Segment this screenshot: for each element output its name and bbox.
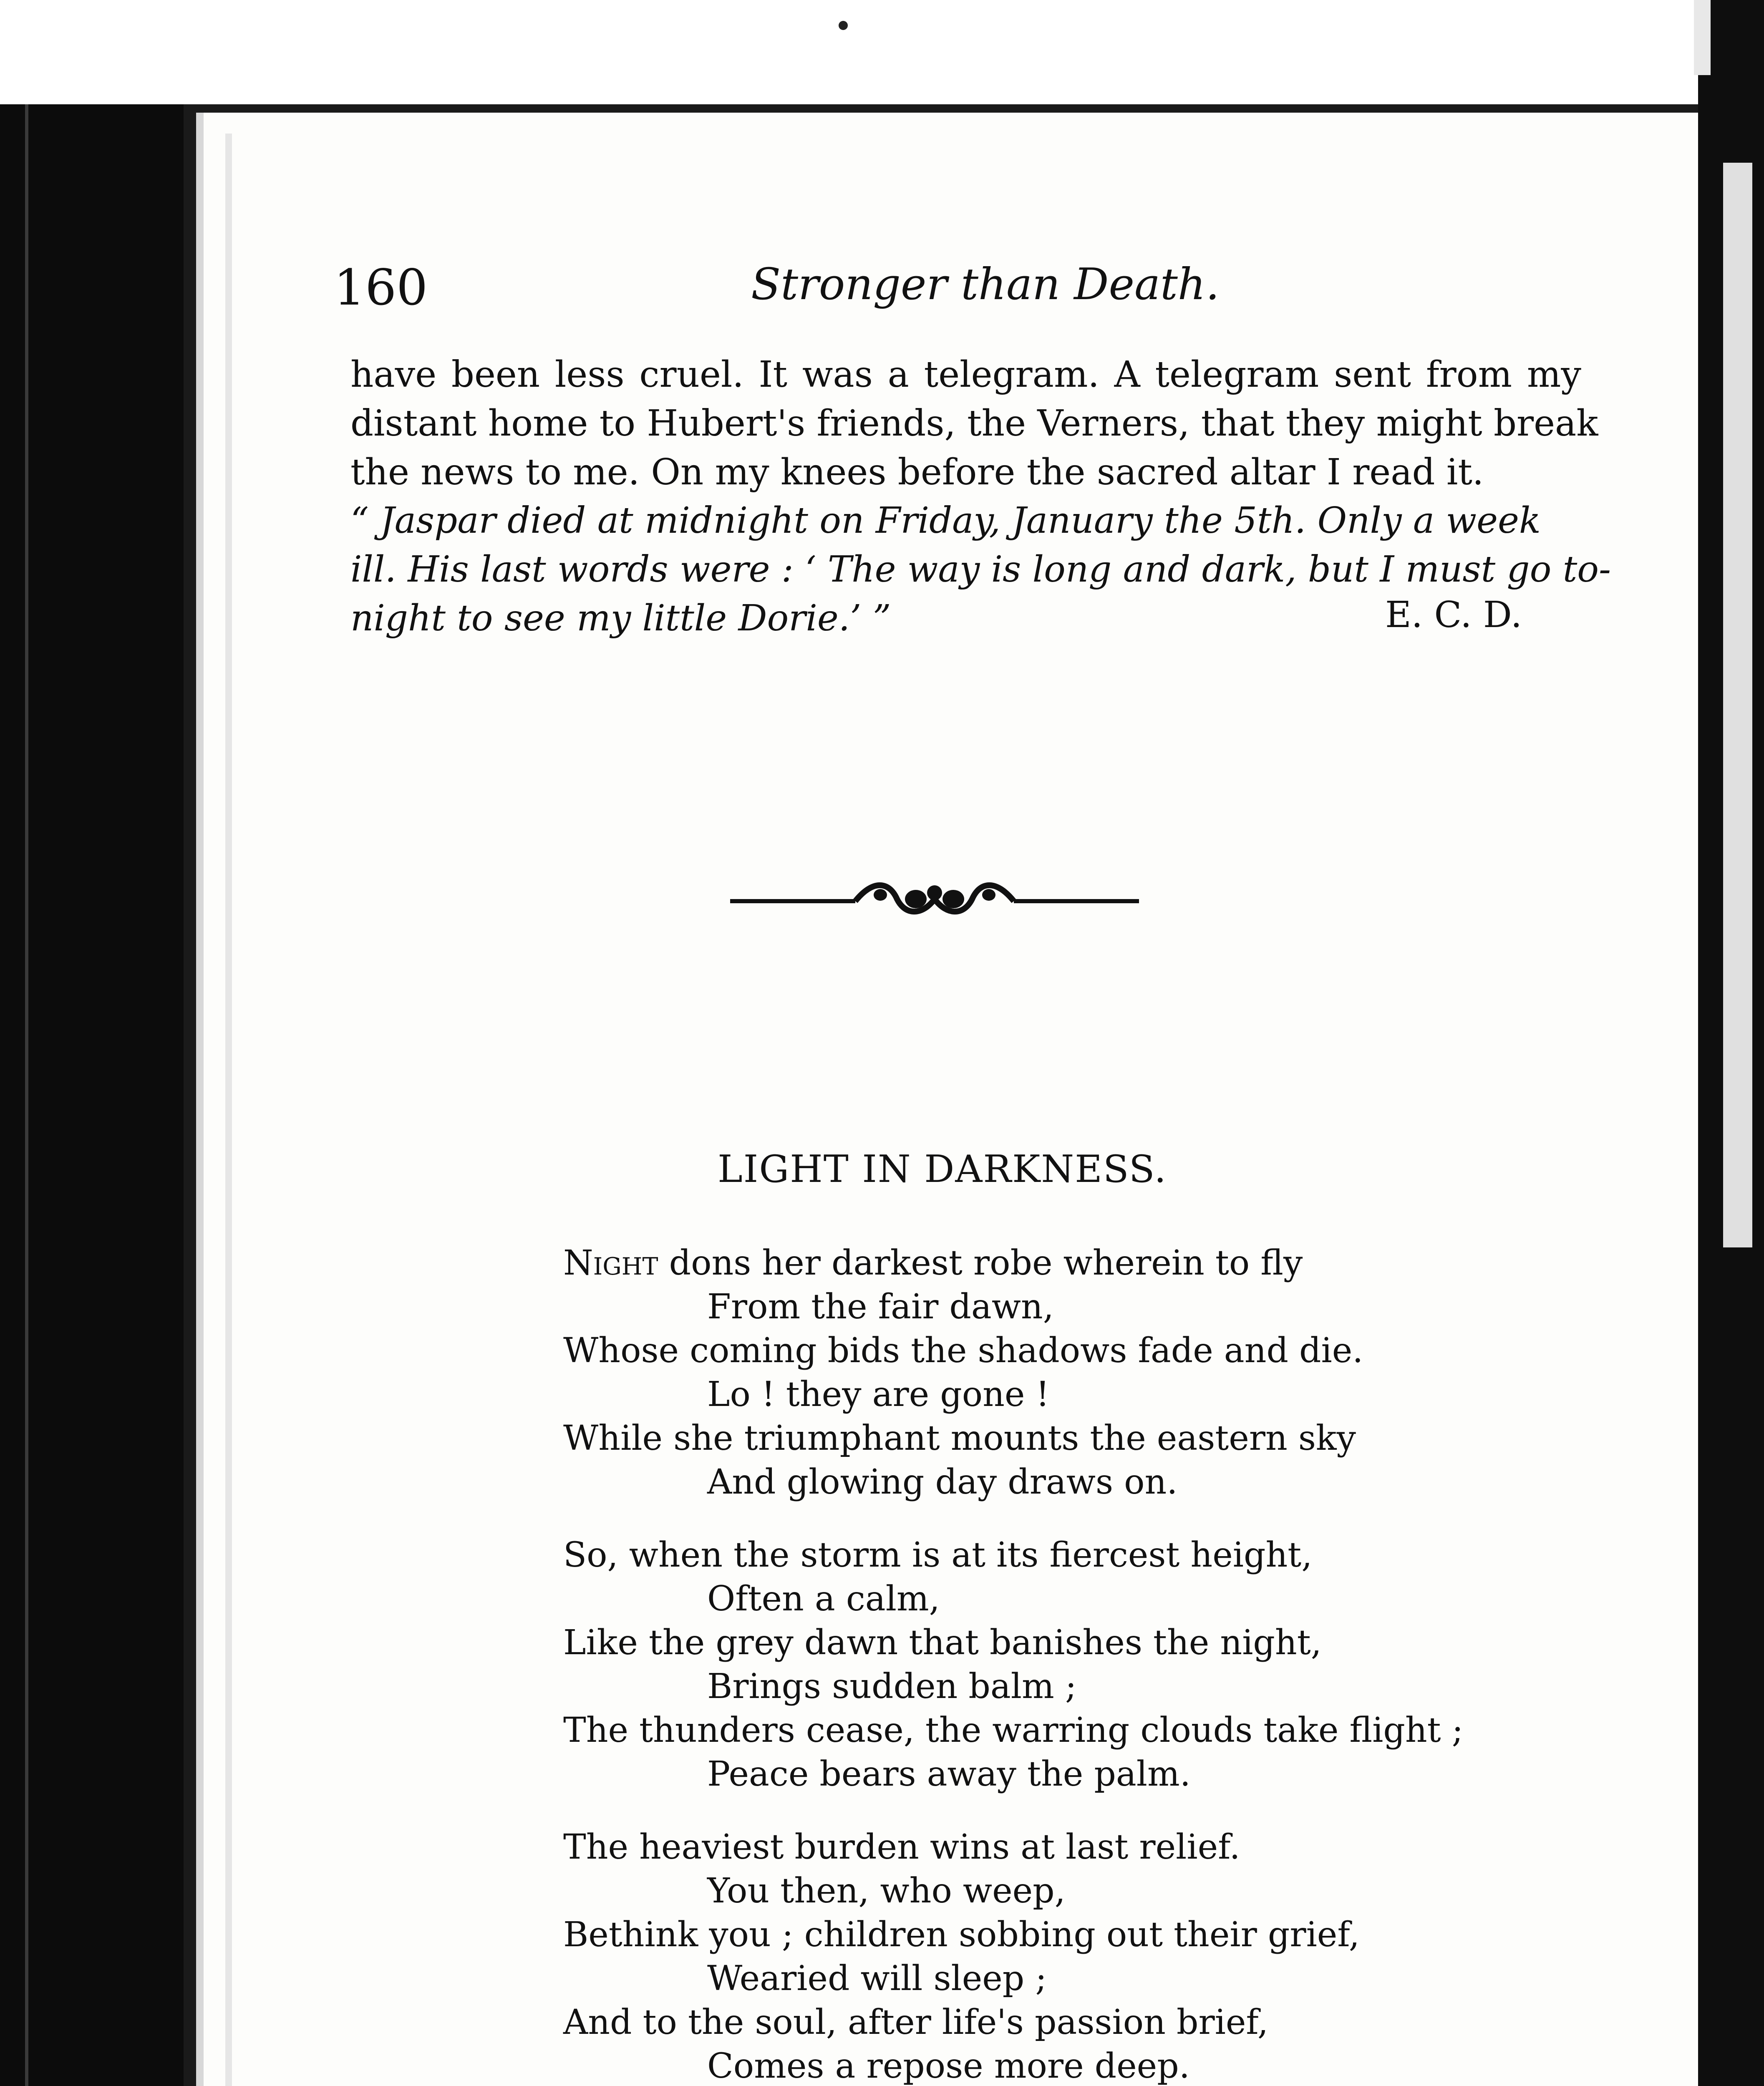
scan-top-margin: [0, 0, 1764, 104]
page-gutter-shadow: [225, 134, 232, 2086]
poem-line: Peace bears away the palm.: [707, 1754, 1191, 1794]
telegram-line: night to see my little Dorie.’ ”: [350, 597, 891, 639]
scan-speck: [839, 21, 848, 30]
poem-line: The heaviest burden wins at last relief.: [563, 1827, 1240, 1867]
scan-right-paper-strip: [1723, 163, 1752, 1247]
running-head: Stronger than Death.: [751, 259, 1220, 310]
poem-line: Bethink you ; children sobbing out their grief,: [563, 1915, 1360, 1955]
poem-line: Wearied will sleep ;: [707, 1959, 1047, 1998]
prose-line: the news to me. On my knees before the sacred altar I read it.: [350, 451, 1484, 493]
prose-line: have been less cruel. It was a telegram. A telegram sent from my: [350, 354, 1581, 396]
poem-line: And to the soul, after life's passion brief,: [563, 2003, 1268, 2042]
poem-line: From the fair dawn,: [707, 1287, 1054, 1327]
ornament-divider: [730, 876, 1139, 922]
prose-line: distant home to Hubert's friends, the Verners, that they might break: [350, 403, 1598, 444]
poem-first-word: Night: [563, 1243, 658, 1283]
poem-line: Often a calm,: [707, 1579, 940, 1619]
poem-line: The thunders cease, the warring clouds take flight ;: [563, 1711, 1464, 1750]
poem-line-text: dons her darkest robe wherein to fly: [658, 1243, 1303, 1283]
poem-line: So, when the storm is at its fiercest height,: [563, 1535, 1313, 1575]
poem-line: While she triumphant mounts the eastern sky: [563, 1418, 1356, 1458]
scan-left-stripe: [25, 104, 28, 2086]
poem-line: Like the grey dawn that banishes the night,: [563, 1623, 1322, 1663]
telegram-line: ill. His last words were : ‘ The way is long and dark, but I must go to-: [350, 549, 1611, 590]
poem-line: Brings sudden balm ;: [707, 1667, 1077, 1706]
poem-line: Whose coming bids the shadows fade and die.: [563, 1331, 1363, 1371]
poem-line: You then, who weep,: [707, 1871, 1066, 1911]
page-number: 160: [334, 259, 428, 316]
signature-ecd: E. C. D.: [1385, 594, 1522, 636]
poem-title: LIGHT IN DARKNESS.: [718, 1147, 1167, 1191]
prose-paragraph: [350, 350, 1598, 497]
poem-line: Comes a repose more deep.: [707, 2046, 1190, 2086]
scan-right-paper-corner: [1694, 0, 1711, 75]
poem-line: And glowing day draws on.: [707, 1462, 1178, 1502]
poem-line: Lo ! they are gone !: [707, 1375, 1050, 1414]
telegram-line: “ Jaspar died at midnight on Friday, January the 5th. Only a week: [350, 500, 1541, 542]
poem-line: [563, 1243, 1303, 1283]
